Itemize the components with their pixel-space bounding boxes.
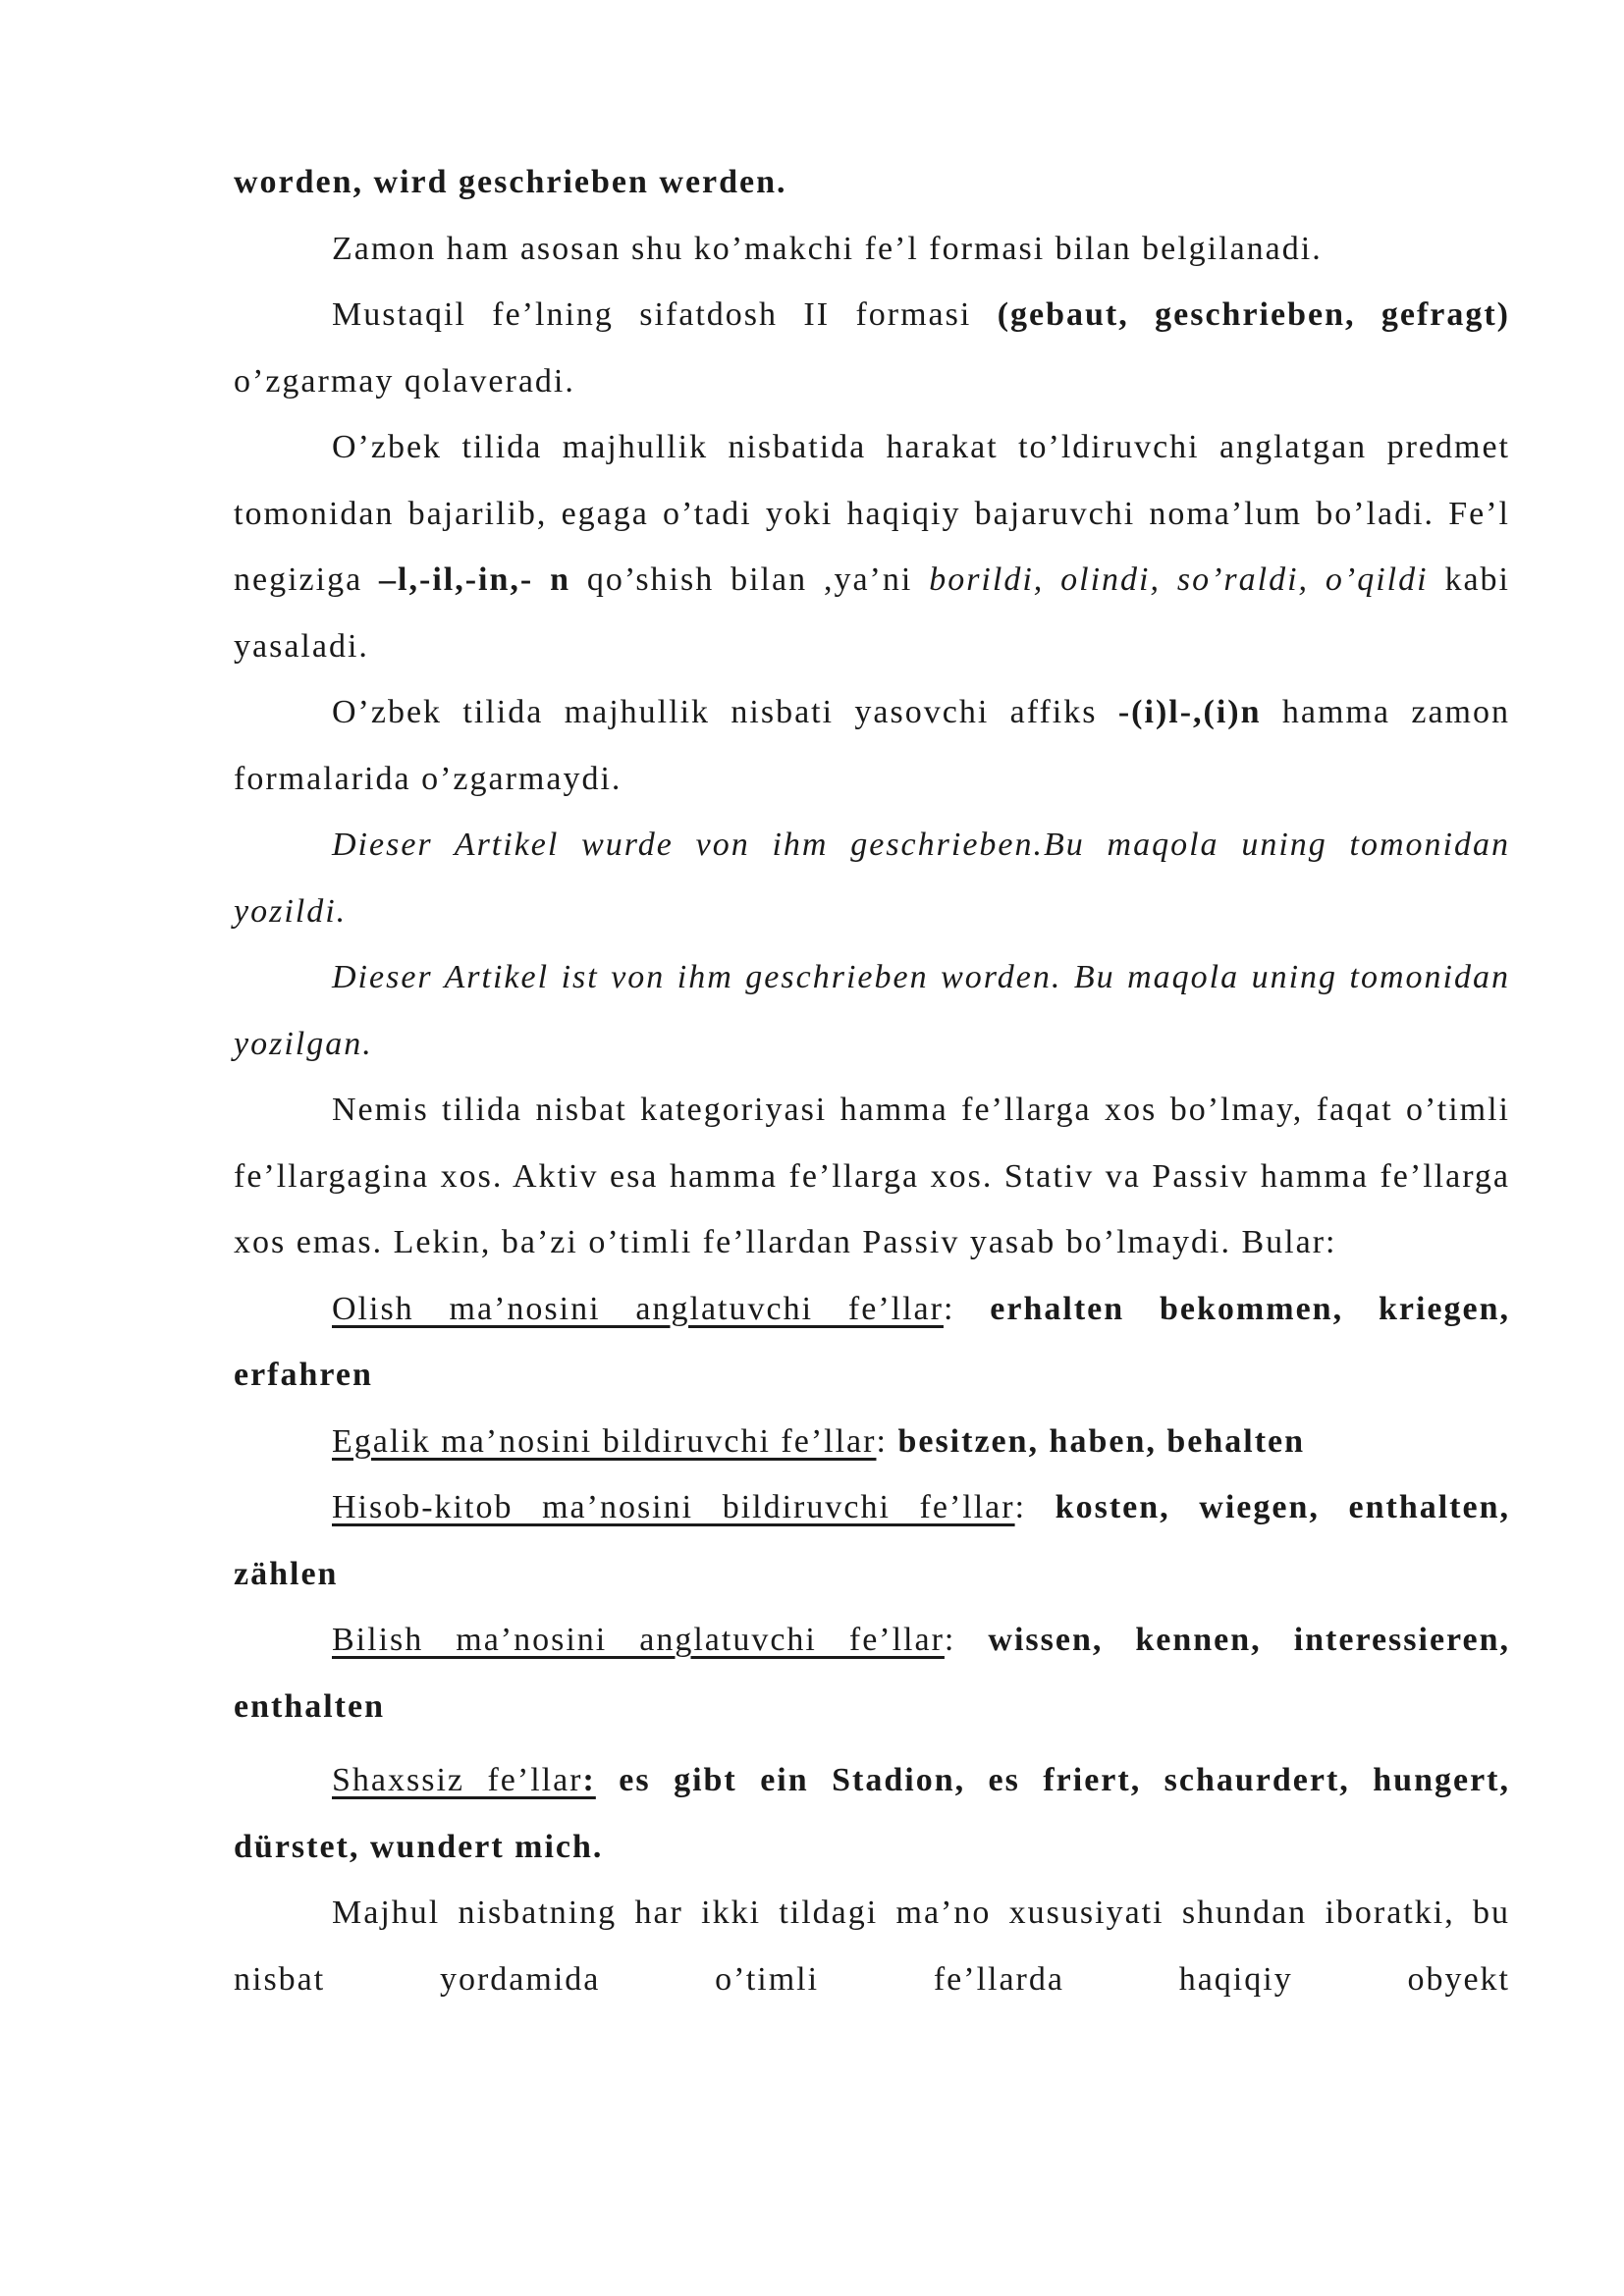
body-text: : — [944, 1622, 989, 1658]
paragraph-3 — [234, 282, 1510, 414]
paragraph-8 — [234, 1077, 1510, 1276]
paragraph-11 — [234, 1474, 1510, 1607]
paragraph-2 — [234, 216, 1510, 283]
underlined-text: Shaxssiz fe’llar — [332, 1762, 583, 1798]
bold-text: -(i)l-,(i)n — [1117, 694, 1262, 730]
bold-text: wissen, kennen, interessieren, enthalten — [234, 1622, 1511, 1725]
italic-text: borildi, olindi, so’raldi, o’qildi — [929, 561, 1429, 598]
paragraph-4 — [234, 414, 1510, 679]
document-page — [234, 149, 1510, 2012]
paragraph-6 — [234, 812, 1510, 944]
body-text: : — [876, 1422, 898, 1460]
paragraph-14 — [234, 1880, 1510, 2012]
italic-text: Dieser Artikel wurde von ihm geschrieben.Bu maqola uning tomonidan yozildi. — [234, 827, 1510, 930]
bold-text: erhalten bekommen, kriegen, erfahren — [234, 1290, 1510, 1393]
paragraph-9 — [234, 1276, 1510, 1409]
bold-text: besitzen, haben, behalten — [897, 1422, 1306, 1460]
body-text: O’zbek tilida majhullik nisbatida harakat to’ldiruvchi anglatgan predmet tomonidan bajarilib, egaga o’tadi yoki haqiqiy bajaruvchi noma’lum bo’ladi. Fe’l negiziga — [234, 429, 1510, 598]
underlined-text: Egalik ma’nosini bildiruvchi fe’llar — [332, 1422, 877, 1460]
body-text: : — [1014, 1489, 1056, 1525]
body-text: Majhul nisbatning har ikki tildagi ma’no xususiyati shundan iboratki, bu nisbat yordamida o’timli fe’llarda haqiqiy obyekt — [234, 1895, 1510, 1998]
bold-text: –l,-il,-in,- n — [379, 561, 570, 598]
body-text: : — [943, 1290, 991, 1327]
bold-text: kosten, wiegen, enthalten, zählen — [234, 1489, 1510, 1592]
body-text: Nemis tilida nisbat kategoriyasi hamma fe’llarga xos bo’lmay, faqat o’timli fe’llargagina xos. Aktiv esa hamma fe’llarga xos. Stativ va Passiv hamma fe’llarga xos emas. Lekin, ba’zi o’timli fe’llardan Passiv yasab bo’lmaydi. Bular: — [234, 1092, 1510, 1260]
underlined-text: Hisob-kitob ma’nosini bildiruvchi fe’llar — [332, 1489, 1015, 1525]
paragraph-7 — [234, 944, 1510, 1077]
bold-text: es gibt ein Stadion, es friert, schaurdert, hungert, dürstet, wundert mich. — [234, 1762, 1510, 1865]
body-text: o’zgarmay qolaveradi. — [234, 362, 575, 400]
paragraph-12 — [234, 1607, 1510, 1739]
underlined-text: Olish ma’nosini anglatuvchi fe’llar — [332, 1290, 944, 1327]
paragraph-10 — [234, 1409, 1510, 1475]
body-text: Zamon ham asosan shu ko’makchi fe’l formasi bilan belgilanadi. — [332, 230, 1323, 267]
paragraph-13 — [234, 1747, 1510, 1880]
underlined-bold-text: : — [582, 1762, 596, 1798]
bold-text: worden, wird geschrieben werden. — [234, 164, 787, 200]
paragraph-5 — [234, 679, 1510, 812]
body-text: O’zbek tilida majhullik nisbati yasovchi affiks — [332, 694, 1118, 730]
paragraph-1 — [234, 149, 1510, 216]
body-text: hamma zamon formalarida o’zgarmaydi. — [234, 694, 1511, 797]
underlined-text: Bilish ma’nosini anglatuvchi fe’llar — [332, 1622, 945, 1658]
body-text: kabi yasaladi. — [234, 561, 1510, 665]
bold-text: (gebaut, geschrieben, gefragt) — [997, 296, 1511, 333]
italic-text: Dieser Artikel ist von ihm geschrieben worden. Bu maqola uning tomonidan yozilgan. — [234, 959, 1510, 1062]
body-text: qo’shish bilan ,ya’ni — [570, 561, 930, 598]
body-text: Mustaqil fe’lning sifatdosh II formasi — [332, 296, 998, 333]
